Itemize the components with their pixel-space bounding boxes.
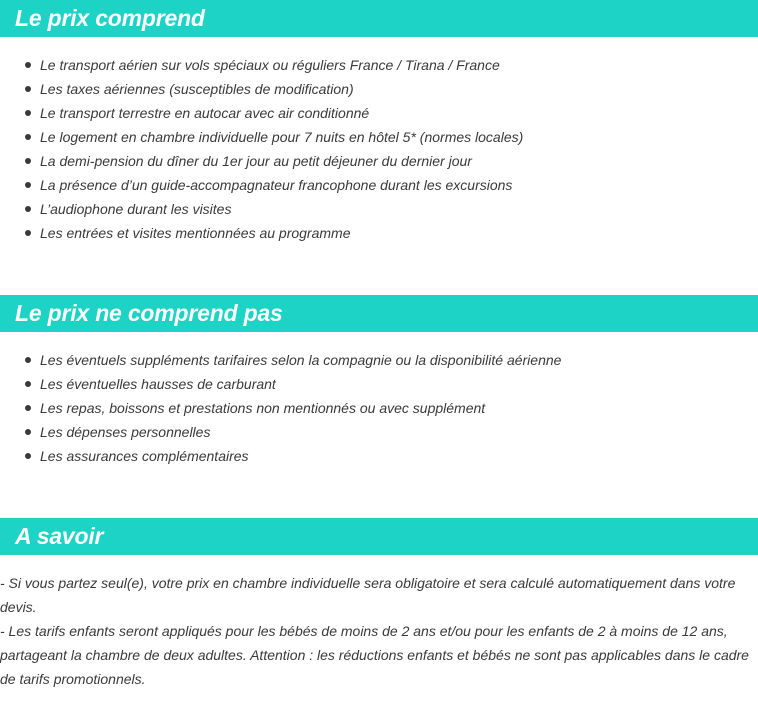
info-text-block: [0, 571, 756, 691]
bullet-icon: [25, 86, 31, 92]
list-item-text: Les éventuels suppléments tarifaires selon la compagnie ou la disponibilité aérienne: [40, 352, 562, 368]
list-item: [24, 101, 523, 125]
bullet-icon: [25, 429, 31, 435]
bullet-icon: [25, 134, 31, 140]
list-item: [24, 396, 561, 420]
list-item-text: Le transport aérien sur vols spéciaux ou réguliers France / Tirana / France: [40, 57, 500, 73]
list-item-text: Les repas, boissons et prestations non mentionnés ou avec supplément: [40, 400, 486, 416]
section-header-included: [0, 0, 758, 37]
list-item-text: Les assurances complémentaires: [40, 448, 249, 464]
list-item: [24, 221, 523, 245]
list-item-text: Les taxes aériennes (susceptibles de modification): [40, 81, 354, 97]
list-item: [24, 53, 523, 77]
bullet-icon: [25, 405, 31, 411]
bullet-icon: [25, 62, 31, 68]
info-paragraph: - Si vous partez seul(e), votre prix en chambre individuelle sera obligatoire et sera calculé automatiquement dans votre devis.: [0, 575, 736, 615]
list-item-text: La demi-pension du dîner du 1er jour au petit déjeuner du dernier jour: [40, 153, 472, 169]
list-item-text: Les entrées et visites mentionnées au programme: [40, 225, 351, 241]
list-item-text: L’audiophone durant les visites: [40, 201, 232, 217]
excluded-list: [24, 348, 561, 468]
list-item-text: La présence d’un guide-accompagnateur francophone durant les excursions: [40, 177, 513, 193]
included-list: [24, 53, 523, 245]
list-item-text: Le transport terrestre en autocar avec air conditionné: [40, 105, 370, 121]
section-header-info: [0, 518, 758, 555]
list-item: [24, 173, 523, 197]
bullet-icon: [25, 110, 31, 116]
section-title-info: A savoir: [15, 523, 104, 549]
section-title-included: Le prix comprend: [15, 5, 205, 31]
list-item: [24, 149, 523, 173]
list-item: [24, 348, 561, 372]
list-item: [24, 77, 523, 101]
list-item: [24, 125, 523, 149]
list-item: [24, 420, 561, 444]
bullet-icon: [25, 206, 31, 212]
info-paragraph: - Les tarifs enfants seront appliqués pour les bébés de moins de 2 ans et/ou pour les enfants de 2 à moins de 12 ans, partageant la chambre de deux adultes. Attention : les réductions enfants et bébés ne sont pas applicables dans le cadre de tarifs promotionnels.: [0, 623, 749, 687]
bullet-icon: [25, 357, 31, 363]
list-item-text: Les dépenses personnelles: [40, 424, 211, 440]
bullet-icon: [25, 158, 31, 164]
section-title-excluded: Le prix ne comprend pas: [15, 300, 283, 326]
list-item-text: Le logement en chambre individuelle pour 7 nuits en hôtel 5* (normes locales): [40, 129, 524, 145]
list-item: [24, 372, 561, 396]
list-item: [24, 197, 523, 221]
bullet-icon: [25, 182, 31, 188]
list-item: [24, 444, 561, 468]
bullet-icon: [25, 381, 31, 387]
bullet-icon: [25, 453, 31, 459]
bullet-icon: [25, 230, 31, 236]
list-item-text: Les éventuelles hausses de carburant: [40, 376, 276, 392]
section-header-excluded: [0, 295, 758, 332]
